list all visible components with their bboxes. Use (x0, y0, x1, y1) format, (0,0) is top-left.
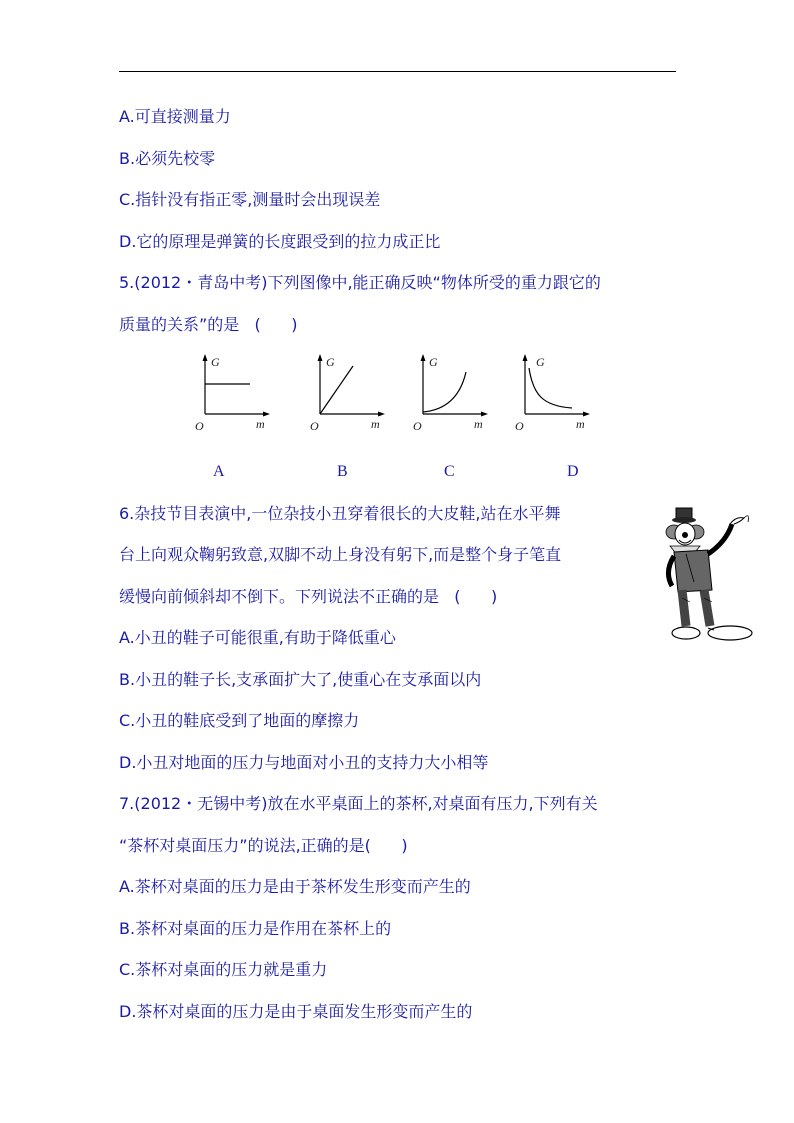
graph-d-label: D (567, 463, 579, 480)
graph-b-label: B (337, 463, 348, 480)
graph-a-origin: O (195, 419, 204, 433)
q6-option-c: C.小丑的鞋底受到了地面的摩擦力 (119, 711, 360, 730)
graph-b-y-label: G (326, 355, 335, 369)
q6-option-a: A.小丑的鞋子可能很重,有助于降低重心 (119, 628, 396, 647)
q7-option-a: A.茶杯对桌面的压力是由于茶杯发生形变而产生的 (119, 877, 471, 896)
graph-c-y-label: G (429, 355, 438, 369)
q7-option-d: D.茶杯对桌面的压力是由于桌面发生形变而产生的 (119, 1002, 473, 1021)
q4-option-d: D.它的原理是弹簧的长度跟受到的拉力成正比 (119, 232, 441, 251)
q4-option-c: C.指针没有指正零,测量时会出现误差 (119, 190, 381, 209)
q6-stem-line3: 缓慢向前倾斜却不倒下。下列说法不正确的是 ( ) (119, 587, 498, 606)
graph-b-x-label: m (371, 417, 380, 431)
q4-option-b: B.必须先校零 (119, 149, 216, 168)
graph-c-label: C (444, 463, 455, 480)
graph-a (192, 352, 272, 434)
q5-stem-line2: 质量的关系”的是 ( ) (119, 315, 298, 334)
graph-d (512, 352, 592, 434)
graph-c-x-label: m (474, 417, 483, 431)
q6-stem-line2: 台上向观众鞠躬致意,双脚不动上身没有躬下,而是整个身子笔直 (119, 545, 562, 564)
graph-a-x-label: m (256, 417, 265, 431)
graph-b-origin: O (310, 419, 319, 433)
q7-option-b: B.茶杯对桌面的压力是作用在茶杯上的 (119, 919, 392, 938)
q6-stem-line1: 6.杂技节目表演中,一位杂技小丑穿着很长的大皮鞋,站在水平舞 (119, 504, 561, 523)
q6-option-d: D.小丑对地面的压力与地面对小丑的支持力大小相等 (119, 753, 489, 772)
graph-d-origin: O (515, 419, 524, 433)
header-rule (119, 71, 676, 72)
q6-option-b: B.小丑的鞋子长,支承面扩大了,使重心在支承面以内 (119, 670, 482, 689)
graph-b (307, 352, 387, 434)
q4-option-a: A.可直接测量力 (119, 107, 231, 126)
q7-stem-line2: “茶杯对桌面压力”的说法,正确的是( ) (119, 836, 408, 855)
graph-a-y-label: G (211, 355, 220, 369)
graph-a-label: A (213, 463, 225, 480)
q7-option-c: C.茶杯对桌面的压力就是重力 (119, 960, 328, 979)
graph-d-x-label: m (576, 417, 585, 431)
graph-c (410, 352, 490, 434)
clown-illustration (664, 502, 756, 644)
q5-stem-line1: 5.(2012・青岛中考)下列图像中,能正确反映“物体所受的重力跟它的 (119, 273, 601, 292)
graph-d-y-label: G (536, 355, 545, 369)
graph-c-origin: O (413, 419, 422, 433)
q7-stem-line1: 7.(2012・无锡中考)放在水平桌面上的茶杯,对桌面有压力,下列有关 (119, 794, 598, 813)
